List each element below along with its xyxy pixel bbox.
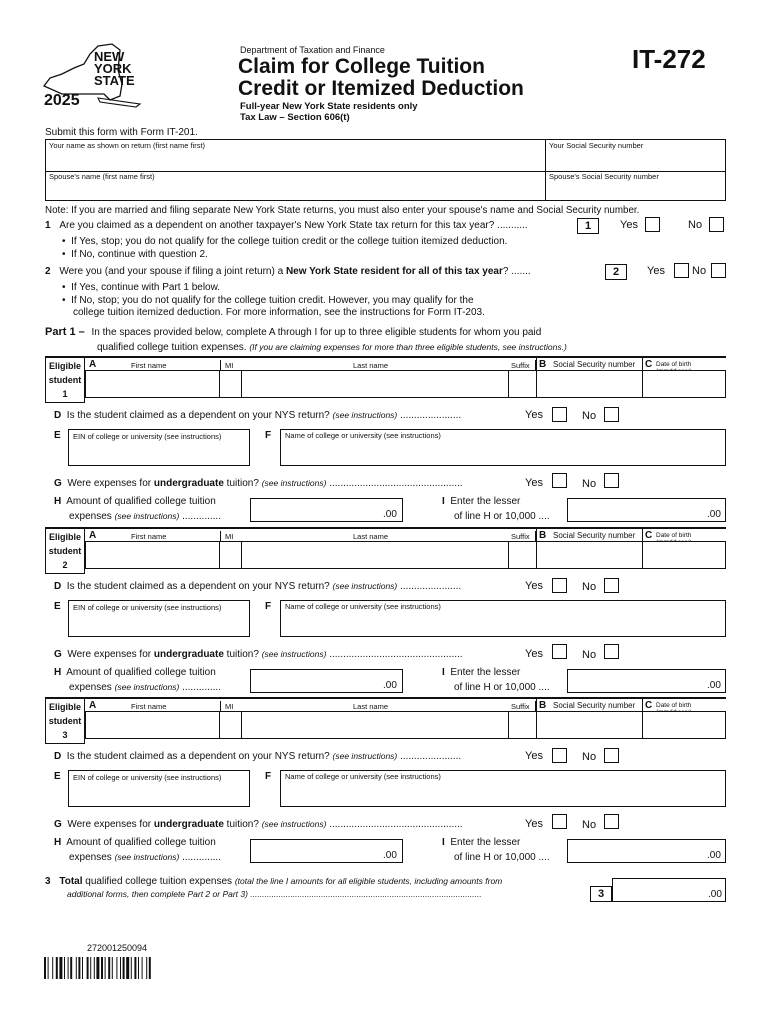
dob-input[interactable]	[642, 711, 726, 739]
question-1-no-label: No	[688, 219, 703, 231]
line-i: I Enter the lesser of line H or 10,000 ....	[442, 496, 550, 522]
dob-label: Date of birth	[656, 702, 692, 709]
line-3-instructions: (total the line I amounts for all eligible students, including amounts from	[234, 876, 503, 886]
question-1	[45, 220, 528, 231]
mi-label: MI	[225, 361, 234, 370]
ssn-label: Social Security number	[553, 531, 636, 540]
spouse-ssn-input[interactable]	[547, 182, 724, 199]
suffix-input[interactable]	[508, 541, 537, 569]
line-g: G Were expenses for undergraduate tuition? (see instructions) ................................................	[54, 478, 463, 489]
line-g-no-label: No	[582, 819, 597, 831]
logo-word-state: STATE	[94, 73, 135, 88]
line-g-no-checkbox[interactable]	[604, 644, 619, 659]
field-c-letter: C	[645, 700, 653, 711]
field-a-letter: A	[89, 530, 97, 541]
question-1-bullet-no: • If No, continue with question 2.	[62, 248, 208, 260]
question-1-number: 1	[45, 220, 51, 231]
last-name-input[interactable]	[241, 711, 509, 739]
line-g-no-checkbox[interactable]	[604, 473, 619, 488]
last-name-label: Last name	[353, 532, 389, 541]
field-a-letter: A	[89, 700, 97, 711]
question-2-bullets	[62, 282, 485, 320]
first-name-input[interactable]	[85, 541, 220, 569]
line-i: I Enter the lesser of line H or 10,000 ....	[442, 837, 550, 863]
line-d-no-checkbox[interactable]	[604, 578, 619, 593]
subtitle	[240, 101, 418, 123]
line-d-no-checkbox[interactable]	[604, 748, 619, 763]
line-i-amount-input[interactable]	[567, 669, 726, 693]
mi-input[interactable]	[219, 711, 242, 739]
ssn-label: Social Security number	[553, 701, 636, 710]
logo-word-york: YORK	[94, 61, 132, 76]
question-1-bullets	[62, 236, 507, 261]
question-1-box: 1	[577, 218, 599, 234]
line-d-yes-checkbox[interactable]	[552, 407, 567, 422]
line-d-no-label: No	[582, 410, 597, 422]
part-1-heading	[45, 325, 567, 355]
question-1-bullet-yes: • If Yes, stop; you do not qualify for the college tuition credit or the college tuition itemized deduction.	[62, 236, 508, 247]
mi-label: MI	[225, 532, 234, 541]
field-c-letter: C	[645, 530, 653, 541]
form-number: IT-272	[632, 44, 706, 74]
last-name-label: Last name	[353, 702, 389, 711]
first-name-label: First name	[131, 361, 167, 370]
line-3-box: 3	[590, 886, 612, 902]
tax-year: 2025	[44, 92, 80, 109]
spouse-name-label: Spouse's name (first name first)	[49, 172, 155, 181]
line-i-amount-input[interactable]	[567, 839, 726, 863]
line-i-cents: .00	[707, 680, 721, 691]
field-c-letter: C	[645, 359, 653, 370]
line-3-cents: .00	[708, 889, 722, 900]
student-label: Eligible student 3	[45, 699, 85, 744]
line-3-text: qualified college tuition expenses	[85, 876, 233, 887]
line-g-yes-checkbox[interactable]	[552, 814, 567, 829]
line-3-instructions-cont: additional forms, then complete Part 2 or Part 3) ..................................................................................................	[67, 889, 482, 899]
student-label: Eligible student 1	[45, 358, 85, 403]
line-d-yes-checkbox[interactable]	[552, 578, 567, 593]
question-2-box: 2	[605, 264, 627, 280]
question-2-bullet-no: • If No, stop; you do not qualify for the college tuition credit. However, you may qualify for the	[62, 294, 474, 306]
question-2-no-checkbox[interactable]	[711, 263, 726, 278]
line-h: H Amount of qualified college tuition expenses (see instructions) ..............	[54, 837, 221, 863]
question-1-yes-label: Yes	[620, 219, 638, 231]
field-b-letter: B	[539, 359, 547, 370]
line-h-amount-input[interactable]	[250, 498, 403, 522]
part-1-line-2a: qualified college tuition expenses.	[97, 342, 247, 353]
suffix-input[interactable]	[508, 711, 537, 739]
part-1-line-1: In the spaces provided below, complete A through I for up to three eligible students for whom you paid	[91, 327, 542, 338]
last-name-label: Last name	[353, 361, 389, 370]
question-2-yes-checkbox[interactable]	[674, 263, 689, 278]
mi-input[interactable]	[219, 541, 242, 569]
line-g: G Were expenses for undergraduate tuition? (see instructions) ................................................	[54, 819, 463, 830]
line-h-amount-input[interactable]	[250, 669, 403, 693]
your-ssn-label: Your Social Security number	[549, 141, 644, 150]
question-2-text-a: Were you (and your spouse if filing a joint return) a	[59, 266, 284, 277]
question-2-text-c: ? .......	[502, 266, 531, 277]
line-d-yes-label: Yes	[525, 409, 543, 421]
line-g-no-label: No	[582, 649, 597, 661]
line-i: I Enter the lesser of line H or 10,000 ....	[442, 667, 550, 693]
field-b-letter: B	[539, 530, 547, 541]
part-1-line-2b: (If you are claiming expenses for more than three eligible students, see instructions.)	[249, 342, 567, 352]
dob-label: Date of birth	[656, 532, 692, 539]
line-i-cents: .00	[707, 509, 721, 520]
student-block-3	[45, 697, 726, 867]
line-d-yes-label: Yes	[525, 750, 543, 762]
line-d-yes-checkbox[interactable]	[552, 748, 567, 763]
ssn-input[interactable]	[536, 370, 643, 398]
line-h: H Amount of qualified college tuition expenses (see instructions) ..............	[54, 667, 221, 693]
first-name-input[interactable]	[85, 711, 220, 739]
line-h-amount-input[interactable]	[250, 839, 403, 863]
ssn-label: Social Security number	[553, 360, 636, 369]
question-2-bullet-yes: • If Yes, continue with Part 1 below.	[62, 282, 221, 293]
taxpayer-info-grid	[45, 139, 726, 201]
last-name-input[interactable]	[241, 370, 509, 398]
line-g-yes-label: Yes	[525, 648, 543, 660]
suffix-label: Suffix	[511, 702, 530, 711]
question-1-no-checkbox[interactable]	[709, 217, 724, 232]
last-name-input[interactable]	[241, 541, 509, 569]
line-3	[45, 875, 502, 901]
field-b-letter: B	[539, 700, 547, 711]
field-a-letter: A	[89, 359, 97, 370]
barcode-number: 272001250094	[87, 943, 148, 953]
department-name: Department of Taxation and Finance	[240, 45, 385, 55]
line-g-yes-label: Yes	[525, 477, 543, 489]
line-3-number: 3	[45, 876, 51, 887]
line-g-yes-label: Yes	[525, 818, 543, 830]
spouse-name-input[interactable]	[47, 182, 543, 199]
question-2-bullet-no-cont: college tuition itemized deduction. For more information, see the instructions for Form IT-203.	[73, 307, 485, 318]
mi-label: MI	[225, 702, 234, 711]
line-d-no-label: No	[582, 581, 597, 593]
logo-word-new: NEW	[94, 49, 125, 64]
line-d-no-label: No	[582, 751, 597, 763]
title-line-2: Credit or Itemized Deduction	[238, 77, 524, 100]
line-h: H Amount of qualified college tuition expenses (see instructions) ..............	[54, 496, 221, 522]
line-e-letter: E	[54, 601, 61, 612]
question-2	[45, 266, 531, 277]
spouse-ssn-label: Spouse's Social Security number	[549, 172, 659, 181]
title-line-1: Claim for College Tuition	[238, 55, 485, 78]
line-h-cents: .00	[383, 850, 397, 861]
line-d-no-checkbox[interactable]	[604, 407, 619, 422]
line-g-no-label: No	[582, 478, 597, 490]
barcode-icon	[44, 957, 194, 979]
ein-label: EIN of college or university (see instructions)	[73, 432, 222, 441]
mi-input[interactable]	[219, 370, 242, 398]
first-name-input[interactable]	[85, 370, 220, 398]
line-g-no-checkbox[interactable]	[604, 814, 619, 829]
line-e-letter: E	[54, 771, 61, 782]
line-i-cents: .00	[707, 850, 721, 861]
line-i-amount-input[interactable]	[567, 498, 726, 522]
first-name-label: First name	[131, 702, 167, 711]
your-ssn-input[interactable]	[547, 151, 724, 170]
line-f-letter: F	[265, 430, 272, 441]
line-f-letter: F	[265, 771, 272, 782]
your-name-label: Your name as shown on return (first name first)	[49, 141, 206, 150]
suffix-input[interactable]	[508, 370, 537, 398]
ssn-input[interactable]	[536, 711, 643, 739]
your-name-input[interactable]	[47, 151, 543, 170]
line-h-cents: .00	[383, 509, 397, 520]
state-logo	[40, 40, 160, 112]
dob-input[interactable]	[642, 541, 726, 569]
dob-input[interactable]	[642, 370, 726, 398]
submit-note: Submit this form with Form IT-201.	[45, 127, 198, 138]
line-g-yes-checkbox[interactable]	[552, 644, 567, 659]
college-name-label: Name of college or university (see instructions)	[285, 602, 441, 611]
ssn-input[interactable]	[536, 541, 643, 569]
student-block-1	[45, 356, 726, 526]
line-g: G Were expenses for undergraduate tuition? (see instructions) ................................................	[54, 649, 463, 660]
line-3-total: Total	[59, 876, 83, 887]
subtitle-tax-law: Tax Law – Section 606(t)	[240, 112, 350, 123]
suffix-label: Suffix	[511, 532, 530, 541]
question-2-number: 2	[45, 266, 51, 277]
student-block-2	[45, 527, 726, 697]
college-name-label: Name of college or university (see instructions)	[285, 772, 441, 781]
note-text: Note: If you are married and filing separate New York State returns, you must also enter your spouse's name and Social Security number.	[45, 205, 640, 216]
part-1-label: Part 1 –	[45, 326, 85, 338]
line-d: D Is the student claimed as a dependent on your NYS return? (see instructions) ......................	[54, 751, 462, 762]
student-label: Eligible student 2	[45, 529, 85, 574]
page-title	[238, 56, 524, 100]
subtitle-residents: Full-year New York State residents only	[240, 101, 418, 112]
question-2-yes-label: Yes	[647, 265, 665, 277]
first-name-label: First name	[131, 532, 167, 541]
dob-label: Date of birth	[656, 361, 692, 368]
line-h-cents: .00	[383, 680, 397, 691]
line-d-yes-label: Yes	[525, 580, 543, 592]
question-2-text-b: New York State resident for all of this tax year	[285, 266, 503, 277]
line-d: D Is the student claimed as a dependent on your NYS return? (see instructions) ......................	[54, 581, 462, 592]
question-1-text: Are you claimed as a dependent on another taxpayer's New York State tax return for this tax year? ...........	[59, 220, 528, 231]
line-d: D Is the student claimed as a dependent on your NYS return? (see instructions) ......................	[54, 410, 462, 421]
ein-label: EIN of college or university (see instructions)	[73, 603, 222, 612]
college-name-label: Name of college or university (see instructions)	[285, 431, 441, 440]
line-g-yes-checkbox[interactable]	[552, 473, 567, 488]
question-2-no-label-visible: No	[692, 265, 707, 277]
suffix-label: Suffix	[511, 361, 530, 370]
ein-label: EIN of college or university (see instructions)	[73, 773, 222, 782]
question-1-yes-checkbox[interactable]	[645, 217, 660, 232]
line-e-letter: E	[54, 430, 61, 441]
line-f-letter: F	[265, 601, 272, 612]
